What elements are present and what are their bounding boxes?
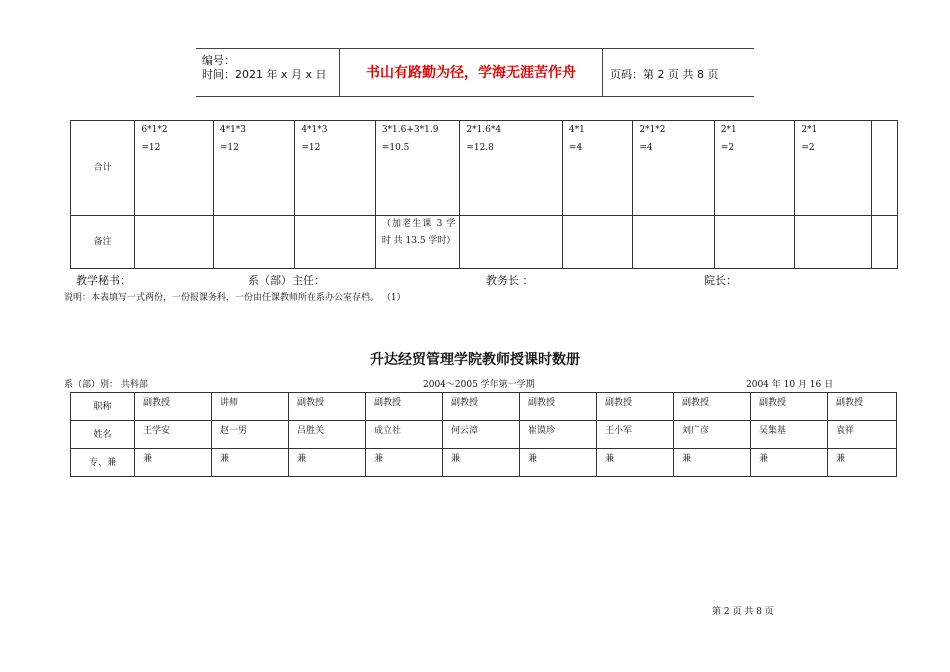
teacher-type-cell: 兼 [751,449,828,477]
teacher-type-cell: 兼 [674,449,751,477]
teacher-type-cell: 兼 [135,449,212,477]
date-label: 2004 年 10 月 16 日 [746,380,834,390]
department-label: 系（部）别： 共科部 [64,380,148,390]
sum-row-label: 合计 [71,121,135,216]
teacher-type-cell: 兼 [443,449,520,477]
teacher-title-cell: 副教授 [135,393,212,421]
teacher-name-cell: 王学安 [135,421,212,449]
semester-label: 2004～2005 学年第一学期 [423,380,535,390]
teacher-title-cell: 副教授 [520,393,597,421]
teacher-table [70,392,897,477]
teacher-name-cell: 成立社 [366,421,443,449]
row-label-type: 专、兼 [71,449,135,477]
signature-dean-of-studies: 教务长 ： [486,274,534,287]
row-label-name: 姓名 [71,421,135,449]
header-time-label: 时间：2021 年 x 月 x 日 [202,68,327,81]
teacher-type-cell: 兼 [828,449,897,477]
sum-cell: 6*1*2 =12 [135,121,213,216]
teacher-name-cell: 吕胜关 [289,421,366,449]
teacher-name-cell: 袁祥 [828,421,897,449]
name-row [71,421,897,449]
signature-president: 院长： [704,274,737,287]
teacher-type-cell: 兼 [289,449,366,477]
teacher-title-cell: 讲师 [212,393,289,421]
sum-cell: 2*1*2 =4 [633,121,714,216]
teacher-title-cell: 副教授 [366,393,443,421]
note-cell [871,216,897,269]
header-divider-right [602,48,603,96]
header-code-label: 编号： [202,54,235,67]
hours-summary-table [70,120,898,269]
teacher-name-cell: 崔谟珍 [520,421,597,449]
header-motto: 书山有路勤为径，学海无涯苦作舟 [366,65,576,81]
type-row [71,449,897,477]
note-cell: （加老生课 3 学时 共 13.5 学时） [375,216,460,269]
signature-secretary: 教学秘书： [76,274,131,287]
note-cell [562,216,632,269]
signature-director: 系（部）主任： [248,274,325,287]
note-cell [633,216,714,269]
teacher-type-cell: 兼 [366,449,443,477]
form-footnote: 说明：本表填写一式两份，一份报课务科，一份由任课教师所在系办公室存档。 （1） [64,293,406,303]
teacher-title-cell: 副教授 [289,393,366,421]
sum-cell: 3*1.6+3*1.9 =10.5 [375,121,460,216]
sum-cell: 2*1 =2 [795,121,871,216]
row-label-title: 职称 [71,393,135,421]
teacher-name-cell: 王小军 [597,421,674,449]
note-row [71,216,898,269]
header-bottom-rule [196,96,754,97]
teacher-title-cell: 副教授 [674,393,751,421]
sum-cell [871,121,897,216]
note-cell [213,216,294,269]
teacher-title-cell: 副教授 [828,393,897,421]
sum-row [71,121,898,216]
teacher-type-cell: 兼 [597,449,674,477]
sum-cell: 4*1*3 =12 [213,121,294,216]
teacher-name-cell: 赵一男 [212,421,289,449]
teacher-title-cell: 副教授 [597,393,674,421]
header-page-label: 页码：第 2 页 共 8 页 [610,68,719,81]
note-cell [795,216,871,269]
sum-cell: 2*1 =2 [714,121,794,216]
header-top-rule [196,48,754,49]
teacher-name-cell: 刘广彦 [674,421,751,449]
note-cell [460,216,563,269]
teacher-type-cell: 兼 [212,449,289,477]
teacher-title-cell: 副教授 [751,393,828,421]
note-cell [135,216,213,269]
teacher-name-cell: 吴集基 [751,421,828,449]
sum-cell: 4*1*3 =12 [295,121,375,216]
teacher-name-cell: 何云漳 [443,421,520,449]
note-cell [295,216,375,269]
teacher-type-cell: 兼 [520,449,597,477]
title-row [71,393,897,421]
page-title: 升达经贸管理学院教师授课时数册 [370,352,580,368]
teacher-title-cell: 副教授 [443,393,520,421]
note-cell [714,216,794,269]
sum-cell: 4*1 =4 [562,121,632,216]
note-row-label: 备注 [71,216,135,269]
sum-cell: 2*1.6*4 =12.8 [460,121,563,216]
page-footer: 第 2 页 共 8 页 [712,607,774,617]
